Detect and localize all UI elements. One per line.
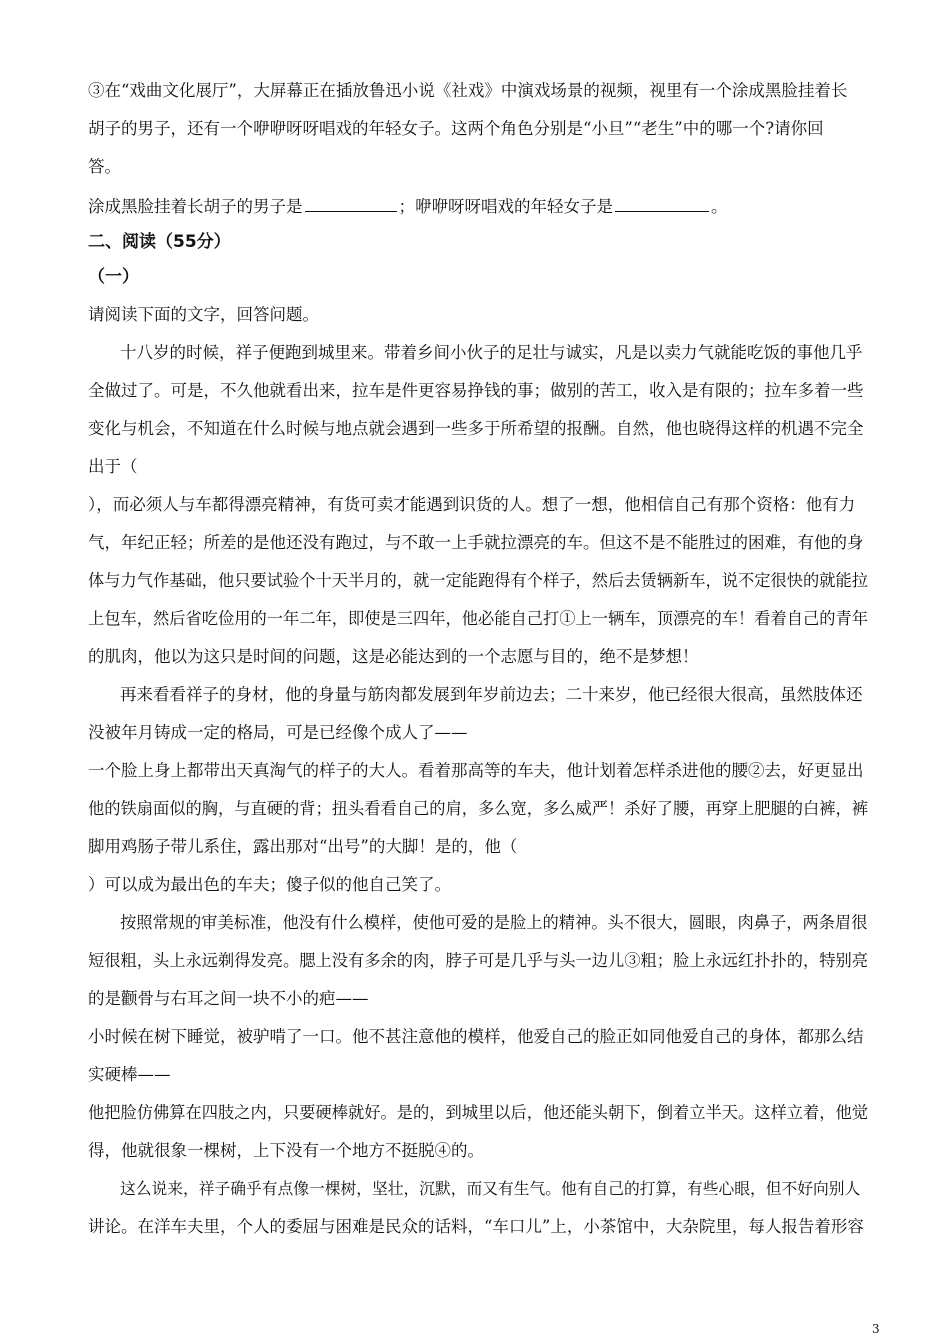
- passage-line: 体与力气作基础，他只要试验个十天半月的，就一定能跑得有个样子，然后去赁辆新车，说不定很快的就能拉: [88, 571, 868, 590]
- passage-line: 全做过了。可是，不久他就看出来，拉车是件更容易挣钱的事；做别的苦工，收入是有限的；拉车多着一些: [88, 381, 864, 400]
- answer-blank-1[interactable]: [305, 195, 397, 212]
- section-title: 二、阅读（55分）: [88, 232, 231, 252]
- page-number: 3: [872, 1322, 880, 1336]
- passage-line: ），而必须人与车都得漂亮精神，有货可卖才能遇到识货的人。想了一想，他相信自己有那个资格：他有力: [88, 495, 856, 514]
- passage-line: 小时候在树下睡觉，被驴啃了一口。他不甚注意他的模样，他爱自己的脸正如同他爱自己的身体，都那么结: [88, 1027, 864, 1046]
- passage-line: ）可以成为最出色的车夫；傻子似的他自己笑了。: [88, 875, 451, 894]
- passage-line: 讲论。在洋车夫里，个人的委屈与困难是民众的话料，“车口儿”上，小茶馆中，大杂院里，每人报告着形容: [88, 1217, 864, 1236]
- passage-line: 这么说来，祥子确乎有点像一棵树，坚壮，沉默，而又有生气。他有自己的打算，有些心眼，但不好向别人: [120, 1179, 861, 1198]
- section-subtitle: （一）: [88, 267, 139, 287]
- passage-line: 得，他就很象一棵树，上下没有一个地方不挺脱④的。: [88, 1141, 484, 1160]
- question-3-line-3: 答。: [88, 157, 121, 176]
- answer-blank-2[interactable]: [615, 195, 709, 212]
- passage-line: 的是颧骨与右耳之间一块不小的疤——: [88, 989, 369, 1008]
- passage-line: 变化与机会，不知道在什么时候与地点就会遇到一些多于所希望的报酬。自然，他也晓得这样的机遇不完全: [88, 419, 864, 438]
- passage-line: 出于（: [88, 457, 138, 476]
- passage-line: 实硬棒——: [88, 1065, 171, 1084]
- answer-prefix: 涂成黑脸挂着长胡子的男子是: [88, 197, 303, 216]
- question-3-line-1: ③在“戏曲文化展厅”，大屏幕正在插放鲁迅小说《社戏》中演戏场景的视频，视里有一个涂成黑脸挂着长: [88, 81, 848, 100]
- passage-line: 的肌肉，他以为这只是时间的问题，这是必能达到的一个志愿与目的，绝不是梦想！: [88, 647, 699, 666]
- passage-line: 脚用鸡肠子带儿系住，露出那对“出号”的大脚！是的，他（: [88, 837, 518, 856]
- passage-line: 气，年纪正轻；所差的是他还没有跑过，与不敢一上手就拉漂亮的车。但这不是不能胜过的困难，有他的身: [88, 533, 864, 552]
- passage-line: 一个脸上身上都带出天真淘气的样子的大人。看着那高等的车夫，他计划着怎样杀进他的腰②去，好更显出: [88, 761, 864, 780]
- passage-line: 没被年月铸成一定的格局，可是已经像个成人了——: [88, 723, 468, 742]
- answer-end: 。: [711, 197, 728, 216]
- passage-line: 再来看看祥子的身材，他的身量与筋肉都发展到年岁前边去；二十来岁，他已经很大很高，虽然肢体还: [120, 685, 863, 704]
- passage-line: 他的铁扇面似的胸，与直硬的背；扭头看看自己的肩，多么宽，多么威严！杀好了腰，再穿上肥腿的白裤，裤: [88, 799, 868, 818]
- passage-line: 上包车，然后省吃俭用的一年二年，即使是三四年，他必能自己打①上一辆车，顶漂亮的车！看着自己的青年: [88, 609, 868, 628]
- passage-line: 短很粗，头上永远剃得发亮。腮上没有多余的肉，脖子可是几乎与头一边儿③粗；脸上永远红扑扑的，特别亮: [88, 951, 868, 970]
- passage-line: 他把脸仿佛算在四肢之内，只要硬棒就好。是的，到城里以后，他还能头朝下，倒着立半天。这样立着，他觉: [88, 1103, 868, 1122]
- passage-line: 十八岁的时候，祥子便跑到城里来。带着乡间小伙子的足壮与诚实，凡是以卖力气就能吃饭的事他几乎: [120, 343, 863, 362]
- question-3-line-2: 胡子的男子，还有一个咿咿呀呀唱戏的年轻女子。这两个角色分别是“小旦”“老生”中的哪一个?请你回: [88, 119, 824, 138]
- answer-mid: ；咿咿呀呀唱戏的年轻女子是: [398, 197, 613, 216]
- instruction: 请阅读下面的文字，回答问题。: [88, 305, 319, 324]
- answer-line: [88, 195, 868, 218]
- passage-line: 按照常规的审美标准，他没有什么模样，使他可爱的是脸上的精神。头不很大，圆眼，肉鼻子，两条眉很: [120, 913, 868, 932]
